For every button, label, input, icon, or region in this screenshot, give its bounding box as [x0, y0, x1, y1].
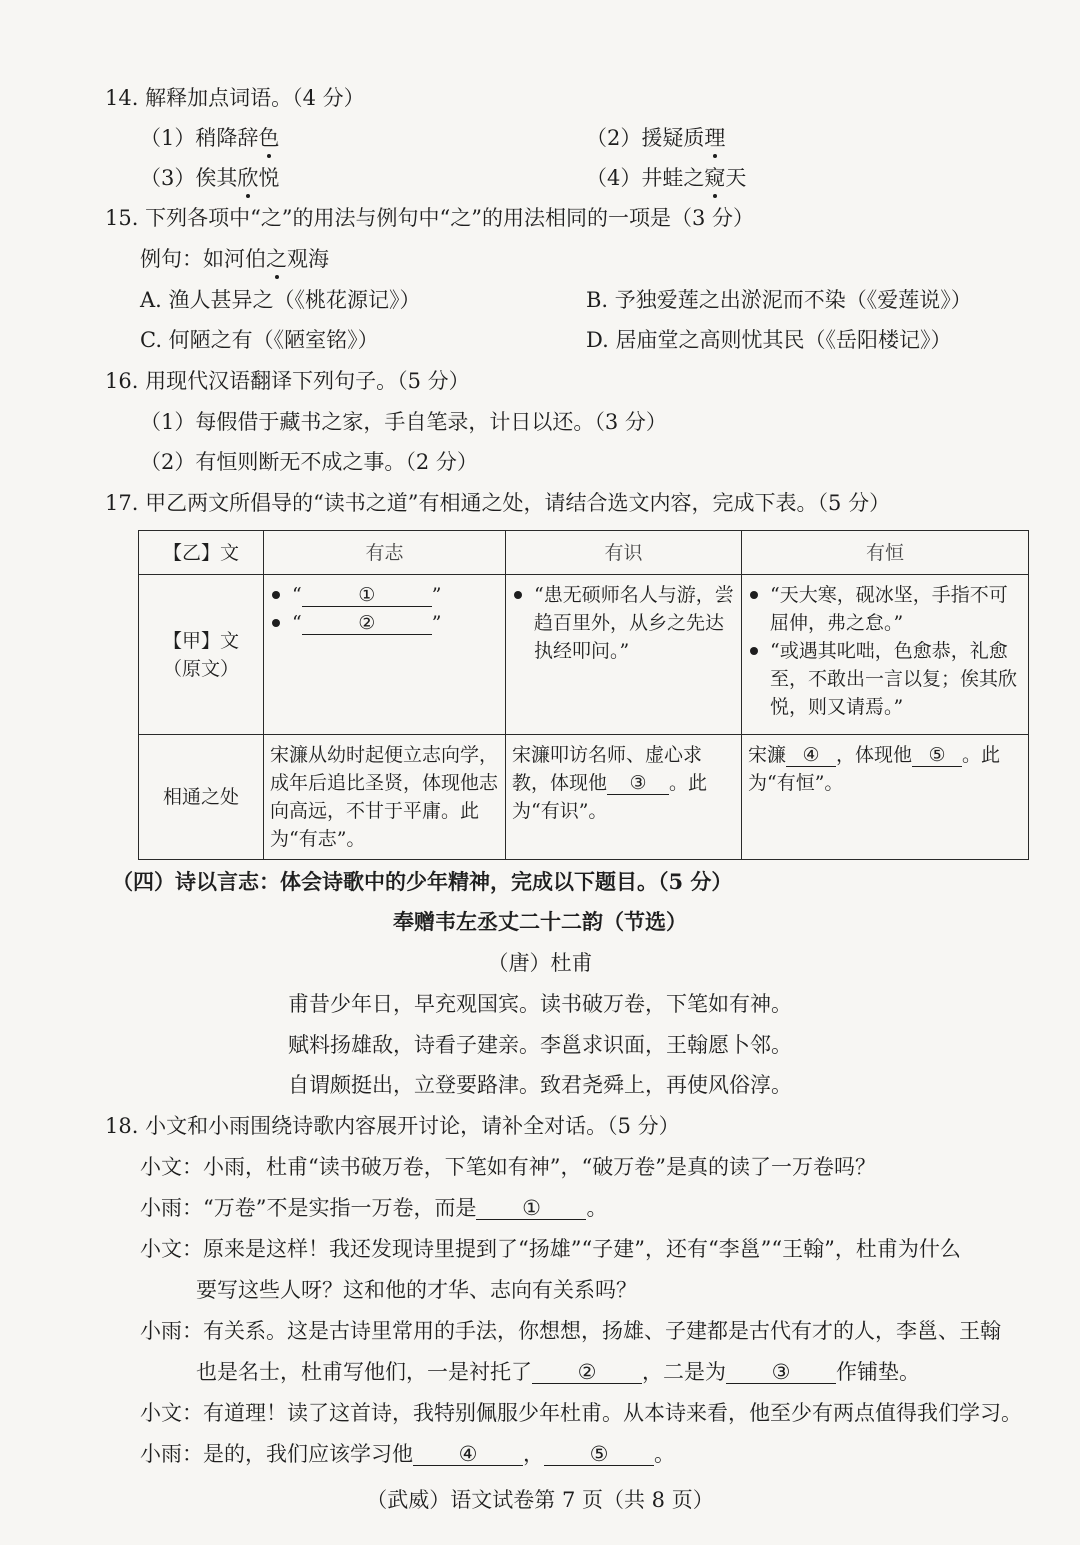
dialog-line-4b-tail: 作铺垫。 — [836, 1360, 920, 1384]
blank-3[interactable]: ③ — [607, 772, 669, 795]
dialog-line-2 — [140, 1194, 607, 1222]
table-row-label-common: 相通之处 — [139, 735, 264, 860]
blank-2[interactable]: ② — [302, 612, 432, 635]
quote-open: “ — [292, 584, 302, 606]
q16-title: 16. 用现代汉语翻译下列句子。（5 分） — [105, 369, 470, 393]
poem-author: （唐）杜甫 — [487, 951, 593, 975]
row-label-jia: 【甲】文 — [162, 629, 239, 652]
page-footer: （武威）语文试卷第 7 页（共 8 页） — [366, 1488, 714, 1512]
shi-common-text: 宋濂叩访名师、虚心求教，体现他 — [512, 744, 703, 794]
q14-item-4-tail: 天 — [725, 166, 747, 190]
q17-title: 17. 甲乙两文所倡导的“读书之道”有相通之处，请结合选文内容，完成下表。（5 分） — [105, 491, 891, 515]
q14-item-3-text: （3）俟其 — [140, 166, 238, 190]
row-label-original: （原文） — [162, 657, 239, 680]
q14-item-4 — [586, 164, 746, 192]
cell-heng-quotes — [742, 575, 1029, 735]
q18-blank-1[interactable]: ① — [476, 1197, 586, 1220]
table-header-zhi: 有志 — [264, 531, 506, 575]
q14-item-1-text: （1）稍降辞 — [140, 126, 259, 150]
q18-blank-5[interactable]: ⑤ — [544, 1443, 654, 1466]
heng-quote-1: “天大寒，砚冰坚，手指不可屈伸，弗之怠。” — [748, 581, 1022, 637]
dialog-line-3b: 要写这些人呀？这和他的才华、志向有关系吗？ — [196, 1278, 637, 1302]
heng-common-text: 宋濂 — [748, 744, 787, 766]
q18-blank-3[interactable]: ③ — [726, 1361, 836, 1384]
q15-example-dotted: 之 — [266, 247, 287, 271]
q14-title: 14. 解释加点词语。（4 分） — [105, 86, 365, 110]
cell-zhi-quotes — [264, 575, 506, 735]
cell-heng-common — [742, 735, 1029, 860]
q15-title: 15. 下列各项中“之”的用法与例句中“之”的用法相同的一项是（3 分） — [105, 206, 755, 230]
q14-item-2-text: （2）援疑质 — [586, 126, 705, 150]
zhi-quote-2 — [270, 609, 499, 637]
table-header-heng: 有恒 — [742, 531, 1029, 575]
dialog-line-2-tail: 。 — [586, 1196, 608, 1220]
q14-item-3 — [140, 164, 279, 192]
q14-item-2-dotted: 理 — [704, 126, 726, 150]
table-row-label-jia — [139, 575, 264, 735]
section-4-title: （四）诗以言志：体会诗歌中的少年精神，完成以下题目。（5 分） — [112, 869, 733, 894]
q14-item-3-dotted: 欣 — [237, 166, 259, 190]
q14-item-4-text: （4）井蛙之 — [586, 166, 705, 190]
dialog-line-6 — [140, 1440, 675, 1468]
quote-open: “ — [292, 612, 302, 634]
heng-quote-2: “或遇其叱咄，色愈恭，礼愈至，不敢出一言以复；俟其欣悦，则又请焉。” — [748, 637, 1022, 721]
quote-close: ” — [431, 612, 442, 634]
dialog-line-4b — [196, 1358, 920, 1386]
poem-title: 奉赠韦左丞丈二十二韵（节选） — [393, 909, 687, 934]
q18-title: 18. 小文和小雨围绕诗歌内容展开讨论，请补全对话。（5 分） — [105, 1114, 680, 1138]
q17-table — [138, 530, 1029, 860]
dialog-line-6-text: 小雨：是的，我们应该学习他 — [140, 1442, 413, 1466]
q14-item-1 — [140, 124, 279, 152]
heng-common-tail: 。此为“有恒”。 — [748, 744, 1001, 794]
q14-item-3-tail: 悦 — [258, 166, 280, 190]
table-header-shi: 有识 — [506, 531, 742, 575]
table-header-yi: 【乙】文 — [139, 531, 264, 575]
cell-shi-common — [506, 735, 742, 860]
q18-blank-2[interactable]: ② — [532, 1361, 642, 1384]
q16-sentence-2: （2）有恒则断无不成之事。（2 分） — [140, 450, 478, 474]
shi-quote: “患无硕师名人与游，尝趋百里外，从乡之先达执经叩问。” — [512, 581, 735, 665]
q14-item-4-dotted: 窥 — [704, 166, 726, 190]
q18-blank-4[interactable]: ④ — [413, 1443, 523, 1466]
dialog-line-6-tail: 。 — [654, 1442, 675, 1466]
dialog-line-4b-text: 也是名士，杜甫写他们，一是衬托了 — [196, 1360, 532, 1384]
blank-5[interactable]: ⑤ — [912, 744, 962, 767]
blank-1[interactable]: ① — [302, 584, 432, 607]
quote-close: ” — [431, 584, 442, 606]
heng-common-mid: ，体现他 — [836, 744, 913, 766]
q15-example — [140, 245, 329, 273]
q15-option-b: B. 予独爱莲之出淤泥而不染（《爱莲说》） — [586, 288, 972, 312]
blank-4[interactable]: ④ — [786, 744, 836, 767]
dialog-line-3a: 小文：原来是这样！我还发现诗里提到了“扬雄”“子建”，还有“李邕”“王翰”，杜甫为什么 — [140, 1237, 961, 1261]
dialog-line-2-text: 小雨：“万卷”不是实指一万卷，而是 — [140, 1196, 477, 1220]
q15-option-d: D. 居庙堂之高则忧其民（《岳阳楼记》） — [586, 328, 952, 352]
q15-option-c: C. 何陋之有（《陋室铭》） — [140, 328, 379, 352]
shi-common-tail: 。此为“有识”。 — [512, 772, 708, 822]
q14-item-2 — [586, 124, 725, 152]
dialog-line-6-mid: ， — [523, 1442, 544, 1466]
cell-zhi-common: 宋濂从幼时起便立志向学，成年后追比圣贤，体现他志向高远，不甘于平庸。此为“有志”。 — [264, 735, 506, 860]
dialog-line-4b-mid: ，二是为 — [642, 1360, 726, 1384]
q16-sentence-1: （1）每假借于藏书之家，手自笔录，计日以还。（3 分） — [140, 410, 667, 434]
q15-option-a: A. 渔人甚异之（《桃花源记》） — [140, 288, 421, 312]
q14-item-1-dotted: 色 — [258, 126, 280, 150]
cell-shi-quote — [506, 575, 742, 735]
dialog-line-4a: 小雨：有关系。这是古诗里常用的手法，你想想，扬雄、子建都是古代有才的人，李邕、王翰 — [140, 1319, 1001, 1343]
poem-line-1: 甫昔少年日，早充观国宾。读书破万卷，下笔如有神。 — [288, 992, 792, 1016]
poem-line-3: 自谓颇挺出，立登要路津。致君尧舜上，再使风俗淳。 — [288, 1073, 792, 1097]
q15-example-tail: 观海 — [287, 247, 329, 271]
q15-example-text: 例句：如河伯 — [140, 247, 266, 271]
poem-line-2: 赋料扬雄敌，诗看子建亲。李邕求识面，王翰愿卜邻。 — [288, 1033, 792, 1057]
dialog-line-5: 小文：有道理！读了这首诗，我特别佩服少年杜甫。从本诗来看，他至少有两点值得我们学习。 — [140, 1401, 1022, 1425]
dialog-line-1: 小文：小雨，杜甫“读书破万卷，下笔如有神”，“破万卷”是真的读了一万卷吗？ — [140, 1155, 876, 1179]
zhi-quote-1 — [270, 581, 499, 609]
